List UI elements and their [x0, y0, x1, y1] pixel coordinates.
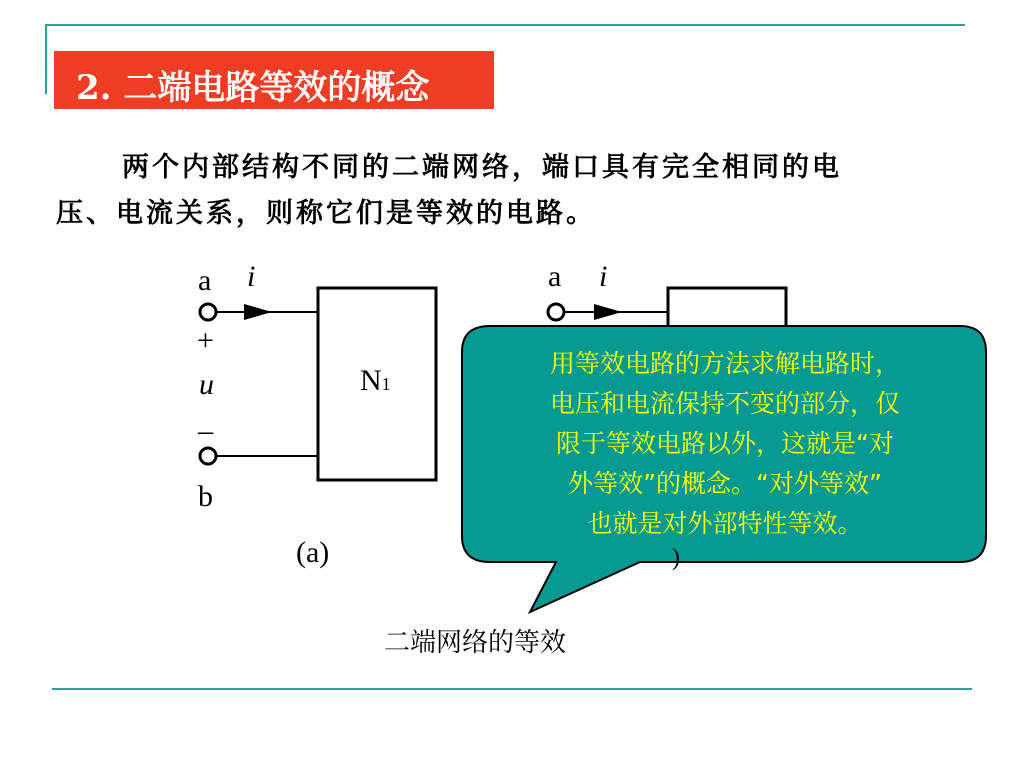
- paragraph-line-1: 两个内部结构不同的二端网络，端口具有完全相同的电: [122, 152, 842, 183]
- circuit-a: [200, 288, 436, 480]
- slide-title: 2. 二端电路等效的概念: [76, 68, 430, 108]
- current-arrow-b: [594, 304, 622, 320]
- callout-line-5: 也就是对外部特性等效。: [587, 509, 863, 538]
- terminal-a-node: [200, 304, 216, 320]
- callout-line-4: 外等效”的概念。“对外等效”: [568, 469, 882, 498]
- figure-b-label-fragment: ): [672, 545, 680, 571]
- terminal-a-label-b: a: [548, 260, 562, 293]
- terminal-a-label: a: [198, 264, 212, 297]
- current-label-a: i: [247, 260, 256, 293]
- network-n-letter: N: [360, 364, 382, 397]
- callout-text: [470, 344, 980, 544]
- plus-label: +: [197, 324, 214, 357]
- terminal-b-node: [200, 448, 216, 464]
- minus-label: –: [198, 414, 213, 447]
- terminal-b-label: b: [198, 480, 213, 513]
- network-n1-label: [360, 366, 391, 396]
- figure-a-label: (a): [296, 536, 330, 569]
- bottom-rule: [52, 688, 972, 690]
- current-arrow-a: [244, 304, 272, 320]
- callout-line-3: 限于等效电路以外，这就是“对: [556, 429, 894, 458]
- callout-line-1: 用等效电路的方法求解电路时，: [549, 349, 900, 378]
- callout-line-2: 电压和电流保持不变的部分，仅: [549, 389, 900, 418]
- paragraph-line-2: 压、电流关系，则称它们是等效的电路。: [56, 198, 596, 229]
- current-label-b: i: [599, 260, 608, 293]
- figure-caption: 二端网络的等效: [384, 628, 567, 658]
- terminal-a-node-b: [548, 304, 564, 320]
- network-subscript: 1: [381, 374, 391, 394]
- voltage-label: u: [199, 368, 214, 401]
